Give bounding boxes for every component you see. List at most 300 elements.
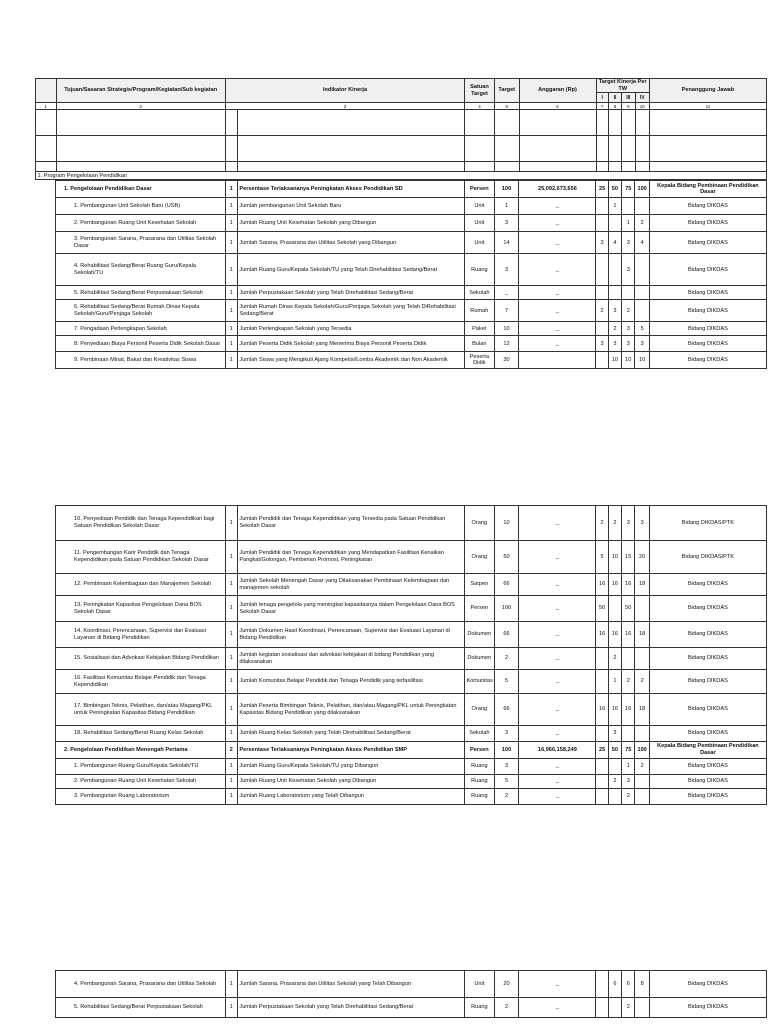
row-tw3-cell: 16: [622, 574, 635, 596]
row-unit-cell: Orang: [464, 541, 494, 574]
row-budget-cell: _: [519, 670, 596, 694]
row-target-cell: 3: [494, 726, 519, 742]
row-name-cell: 16. Fasilitasi Komunitas Belajar Pendidik dan Tenaga Kependidikan: [56, 670, 226, 694]
row-no-cell: 1: [225, 198, 237, 215]
row-tw4-cell: [635, 286, 649, 300]
row-target-cell: _: [494, 286, 519, 300]
row-tw2-cell: [608, 254, 621, 286]
row-tw2-cell: 4: [608, 232, 621, 254]
row-no-cell: 1: [225, 670, 237, 694]
row-target-cell: 66: [494, 574, 519, 596]
row-name-cell: 3. Pembangunan Ruang Laboratorium: [56, 789, 226, 805]
row-tw1-cell: [596, 648, 608, 670]
row-target-cell: 2: [494, 648, 519, 670]
row-indicator-cell: Jumlah pembangunan Unit Sekolah Baru: [237, 198, 464, 215]
row-tw4-cell: 4: [635, 232, 649, 254]
row-tw3-cell: 2: [622, 789, 635, 805]
row-pj-cell: Bidang DIKDAS: [649, 254, 766, 286]
row-pj-cell: Bidang DIKDAS: [649, 670, 766, 694]
row-target-cell: 10: [494, 506, 519, 541]
row-name-cell: 6. Rehabilitasi Sedang/Berat Rumah Dinas Kepala Sekolah/Guru/Penjaga Sekolah: [56, 300, 226, 322]
sub-activity-row: [35, 300, 767, 322]
row-unit-cell: Unit: [464, 232, 494, 254]
row-indicator-cell: Jumlah Ruang Guru/Kepala Sekolah/TU yang Telah Direhabilitasi Sedang/Berat: [237, 254, 464, 286]
row-margin-cell: [35, 300, 56, 322]
row-margin-cell: [35, 775, 56, 789]
row-pj-cell: Kepala Bidang Pembinaan Pendidikan Dasar: [649, 181, 766, 198]
row-pj-cell: Bidang DIKDAS: [649, 352, 766, 369]
sub-activity-row: [35, 322, 767, 336]
row-tw2-cell: 3: [608, 726, 621, 742]
row-tw4-cell: 2: [635, 215, 649, 232]
row-target-cell: 7: [494, 300, 519, 322]
row-name-cell: 1. Pembangunan Ruang Guru/Kepala Sekolah/TU: [56, 759, 226, 775]
row-unit-cell: Dokumen: [464, 622, 494, 648]
row-tw2-cell: 50: [608, 181, 621, 198]
row-margin-cell: [35, 789, 56, 805]
row-budget-cell: _: [519, 322, 596, 336]
row-tw1-cell: 16: [596, 622, 608, 648]
row-budget-cell: _: [519, 622, 596, 648]
row-budget-cell: _: [519, 300, 596, 322]
row-unit-cell: Orang: [464, 506, 494, 541]
row-tw3-cell: 3: [622, 232, 635, 254]
row-tw3-cell: [622, 648, 635, 670]
row-no-cell: 1: [225, 971, 237, 998]
row-pj-cell: Bidang DIKDAS: [649, 215, 766, 232]
row-indicator-cell: Persentase Terlaksananya Peningkatan Akses Pendidikan SMP: [237, 742, 464, 759]
row-tw1-cell: 16: [596, 574, 608, 596]
row-tw1-cell: [596, 198, 608, 215]
col-number: 6: [519, 103, 596, 110]
row-tw1-cell: [596, 971, 608, 998]
row-tw3-cell: 6: [622, 971, 635, 998]
row-unit-cell: Orang: [464, 694, 494, 726]
row-tw3-cell: 15: [622, 541, 635, 574]
row-indicator-cell: Jumlah Ruang Guru/Kepala Sekolah/TU yang Dibangun: [237, 759, 464, 775]
row-margin-cell: [35, 198, 56, 215]
sub-activity-row: [35, 336, 767, 352]
row-tw4-cell: 100: [635, 181, 649, 198]
row-tw4-cell: 18: [635, 574, 649, 596]
row-unit-cell: Rumah: [464, 300, 494, 322]
row-budget-cell: 16,966,158,249: [519, 742, 596, 759]
row-tw3-cell: 3: [622, 506, 635, 541]
row-name-cell: 18. Rehabilitasi Sedang/Berat Ruang Kelas Sekolah: [56, 726, 226, 742]
row-tw2-cell: 2: [608, 775, 621, 789]
row-indicator-cell: Jumlah Sarana, Prasarana dan Utilitas Sekolah yang Dibangun: [237, 232, 464, 254]
row-indicator-cell: Jumlah Pendidik dan Tenaga Kependidikan yang Mendapatkan Fasilitasi Kenaikan Pangkat/Golongan, Pemberian Promosi, Peningkatan: [237, 541, 464, 574]
row-margin-cell: [35, 998, 56, 1018]
document-page-2: [0, 505, 768, 840]
document-page-3: [0, 970, 768, 1024]
blank-row: [36, 136, 767, 162]
row-no-cell: 1: [225, 322, 237, 336]
sub-activity-row: [35, 759, 767, 775]
row-name-cell: 17. Bimbingan Teknis, Pelatihan, dan/atau Magang/PKL untuk Peningkatan Kapasitas Bidang Pendidikan: [56, 694, 226, 726]
row-pj-cell: Bidang DIKDAS: [649, 336, 766, 352]
row-margin-cell: [35, 726, 56, 742]
row-unit-cell: Persen: [464, 181, 494, 198]
row-no-cell: 1: [225, 232, 237, 254]
row-no-cell: 1: [225, 352, 237, 369]
row-margin-cell: [35, 286, 56, 300]
col-target-tw-header: Target Kinerja Per TW: [596, 79, 649, 93]
row-target-cell: 100: [494, 742, 519, 759]
row-indicator-cell: Jumlah Rumah Dinas Kepala Sekolah/Guru/Penjaga Sekolah yang Telah DiRehabilitasi Sedang/Berat: [237, 300, 464, 322]
blank-row: [36, 162, 767, 172]
activity-row: [35, 181, 767, 198]
row-name-cell: 1. Pembangunan Unit Sekolah Baru (USB): [56, 198, 226, 215]
row-tw4-cell: 2: [635, 759, 649, 775]
row-unit-cell: Persen: [464, 596, 494, 622]
row-name-cell: 7. Pengadaan Perlengkapan Sekolah: [56, 322, 226, 336]
program-title: 1. Program Pengelolaan Pendidikan: [36, 172, 767, 180]
row-tw3-cell: [622, 198, 635, 215]
row-no-cell: 1: [225, 574, 237, 596]
row-tw2-cell: 3: [608, 300, 621, 322]
row-budget-cell: _: [519, 998, 596, 1018]
row-budget-cell: _: [519, 198, 596, 215]
row-no-cell: 1: [225, 300, 237, 322]
row-target-cell: 5: [494, 670, 519, 694]
sub-activity-row: [35, 622, 767, 648]
row-indicator-cell: Jumlah kegiatan sosialisasi dan advokasi kebijakan di bidang Pendidikan yang dilaksanakan: [237, 648, 464, 670]
row-tw3-cell: 16: [622, 622, 635, 648]
row-target-cell: 12: [494, 336, 519, 352]
row-tw4-cell: [635, 726, 649, 742]
row-no-cell: 1: [225, 622, 237, 648]
row-pj-cell: Bidang DIKDAS: [649, 198, 766, 215]
row-tw1-cell: 25: [596, 742, 608, 759]
row-target-cell: 10: [494, 322, 519, 336]
row-name-cell: 9. Pembinaan Minat, Bakat dan Kreativitas Siswa: [56, 352, 226, 369]
row-name-cell: 4. Rehabilitasi Sedang/Berat Ruang Guru/Kepala Sekolah/TU: [56, 254, 226, 286]
row-margin-cell: [35, 574, 56, 596]
row-tw3-cell: 2: [622, 300, 635, 322]
row-pj-cell: Bidang DIKDAS: [649, 971, 766, 998]
row-margin-cell: [35, 670, 56, 694]
row-tw4-cell: 2: [635, 670, 649, 694]
row-no-cell: 1: [225, 759, 237, 775]
row-name-cell: 10. Penyediaan Pendidik dan Tenaga Kependidikan bagi Satuan Pendidikan Sekolah Dasar: [56, 506, 226, 541]
row-unit-cell: Dokumen: [464, 648, 494, 670]
sub-activity-row: [35, 506, 767, 541]
row-pj-cell: Bidang DIKDAS: [649, 759, 766, 775]
sub-activity-row: [35, 670, 767, 694]
row-name-cell: 2. Pembangunan Ruang Unit Kesehatan Sekolah: [56, 775, 226, 789]
row-target-cell: 1: [494, 198, 519, 215]
row-tw2-cell: [608, 286, 621, 300]
row-tw2-cell: [608, 596, 621, 622]
row-name-cell: 15. Sosialisasi dan Advokasi Kebijakan Bidang Pendidikan: [56, 648, 226, 670]
row-indicator-cell: Jumlah Pendidik dan Tenaga Kependidikan yang Tersedia pada Satuan Pendidikan Sekolah Dasar: [237, 506, 464, 541]
col-number: 7: [596, 103, 608, 110]
row-tw4-cell: 100: [635, 742, 649, 759]
row-tw1-cell: [596, 726, 608, 742]
row-tw1-cell: 16: [596, 694, 608, 726]
row-tw4-cell: 18: [635, 622, 649, 648]
row-pj-cell: Bidang DIKDAS: [649, 694, 766, 726]
row-pj-cell: Bidang DIKDAS/PTK: [649, 541, 766, 574]
row-budget-cell: _: [519, 789, 596, 805]
row-no-cell: 1: [225, 336, 237, 352]
row-margin-cell: [35, 742, 56, 759]
row-unit-cell: Unit: [464, 971, 494, 998]
program-row: [36, 172, 767, 180]
row-tw3-cell: 3: [622, 254, 635, 286]
row-tw2-cell: 3: [608, 336, 621, 352]
row-indicator-cell: Jumlah Siswa yang Mengikuti Ajang Kompetisi/Lomba Akademik dan Non Akademik: [237, 352, 464, 369]
sub-activity-row: [35, 648, 767, 670]
row-tw4-cell: [635, 775, 649, 789]
row-tw1-cell: [596, 254, 608, 286]
row-no-cell: 1: [225, 998, 237, 1018]
row-name-cell: 4. Pembangunan Sarana, Prasarana dan Utilitas Sekolah: [56, 971, 226, 998]
performance-table-page-3: [35, 970, 767, 1018]
row-unit-cell: Ruang: [464, 789, 494, 805]
row-no-cell: 1: [225, 541, 237, 574]
sub-activity-row: [35, 726, 767, 742]
row-unit-cell: Paket: [464, 322, 494, 336]
row-name-cell: 12. Pembinaan Kelembagaan dan Manajemen Sekolah: [56, 574, 226, 596]
row-tw1-cell: [596, 789, 608, 805]
row-target-cell: 30: [494, 352, 519, 369]
row-tw3-cell: 3: [622, 775, 635, 789]
sub-activity-row: [35, 198, 767, 215]
row-name-cell: 14. Koordinasi, Perencanaan, Supervisi dan Evaluasi Layanan di Bidang Pendidikan: [56, 622, 226, 648]
row-budget-cell: _: [519, 726, 596, 742]
row-name-cell: 3. Pembangunan Sarana, Prasarana dan Utilitas Sekolah Dasar: [56, 232, 226, 254]
row-tw1-cell: [596, 352, 608, 369]
row-no-cell: 1: [225, 286, 237, 300]
row-name-cell: 13. Peningkatan Kapasitas Pengelolaan Dana BOS Sekolah Dasar: [56, 596, 226, 622]
row-unit-cell: Ruang: [464, 998, 494, 1018]
row-name-cell: 2. Pengelolaan Pendidikan Menengah Pertama: [56, 742, 226, 759]
row-target-cell: 66: [494, 622, 519, 648]
row-tw1-cell: [596, 759, 608, 775]
row-tw4-cell: [635, 998, 649, 1018]
row-indicator-cell: Jumlah Ruang Kelas Sekolah yang Telah Direhabilitasi Sedang/Berat: [237, 726, 464, 742]
row-name-cell: 5. Rehabilitasi Sedang/Berat Perpustakaan Sekolah: [56, 286, 226, 300]
row-no-cell: 1: [225, 648, 237, 670]
row-indicator-cell: Jumlah Peserta Bimbingan Teknis, Pelatihan, dan/atau Magang/PKL untuk Peningkatan Kapasitas Bidang Pendidikan yang dilaksanakan: [237, 694, 464, 726]
row-margin-cell: [35, 336, 56, 352]
row-tw2-cell: 10: [608, 541, 621, 574]
row-tw2-cell: 2: [608, 648, 621, 670]
row-tw1-cell: 5: [596, 541, 608, 574]
row-indicator-cell: Persentase Terlaksananya Peningkatan Akses Pendidikan SD: [237, 181, 464, 198]
col-number: 4: [465, 103, 495, 110]
row-target-cell: 100: [494, 181, 519, 198]
col-target-header: Target: [494, 79, 519, 103]
sub-activity-row: [35, 775, 767, 789]
row-no-cell: 1: [225, 775, 237, 789]
row-tw2-cell: 2: [608, 506, 621, 541]
row-target-cell: 66: [494, 694, 519, 726]
row-tw2-cell: 16: [608, 574, 621, 596]
row-target-cell: 2: [494, 998, 519, 1018]
row-pj-cell: Bidang DIKDAS: [649, 622, 766, 648]
row-tw4-cell: 10: [635, 352, 649, 369]
sub-activity-row: [35, 232, 767, 254]
row-budget-cell: [519, 352, 596, 369]
blank-row: [36, 110, 767, 136]
row-target-cell: 14: [494, 232, 519, 254]
row-tw3-cell: 1: [622, 215, 635, 232]
row-tw4-cell: [635, 648, 649, 670]
row-no-cell: 1: [225, 726, 237, 742]
row-unit-cell: Satpen: [464, 574, 494, 596]
row-tw2-cell: [608, 759, 621, 775]
row-margin-cell: [35, 322, 56, 336]
row-tw2-cell: 1: [608, 670, 621, 694]
col-pj-header: Penanggung Jawab: [649, 79, 766, 103]
row-tw1-cell: 2: [596, 506, 608, 541]
row-indicator-cell: Jumlah Peserta Didik Sekolah yang Menerima Biaya Personil Peserta Didik: [237, 336, 464, 352]
row-margin-cell: [35, 254, 56, 286]
row-tw4-cell: 3: [635, 506, 649, 541]
row-target-cell: 3: [494, 759, 519, 775]
row-indicator-cell: Jumlah Ruang Unit Kesehatan Sekolah yang Dibangun: [237, 215, 464, 232]
row-pj-cell: Bidang DIKDAS: [649, 300, 766, 322]
row-tw4-cell: 3: [635, 336, 649, 352]
row-tw1-cell: 25: [596, 181, 608, 198]
row-indicator-cell: Jumlah Perlengkapan Sekolah yang Tersedia: [237, 322, 464, 336]
row-budget-cell: _: [519, 254, 596, 286]
row-tw3-cell: 2: [622, 670, 635, 694]
row-unit-cell: Ruang: [464, 759, 494, 775]
row-tw4-cell: [635, 198, 649, 215]
row-no-cell: 1: [225, 254, 237, 286]
row-no-cell: 1: [225, 596, 237, 622]
row-tw2-cell: 1: [608, 198, 621, 215]
row-unit-cell: Ruang: [464, 775, 494, 789]
row-indicator-cell: Jumlah tenaga pengelola yang meningkat kapasitasnya dalam Pengelolaan Dana BOS Sekolah Dasar: [237, 596, 464, 622]
sub-activity-row: [35, 574, 767, 596]
sub-activity-row: [35, 694, 767, 726]
row-pj-cell: Bidang DIKDAS: [649, 232, 766, 254]
row-budget-cell: _: [519, 336, 596, 352]
row-tw2-cell: 10: [608, 352, 621, 369]
sub-activity-row: [35, 541, 767, 574]
tw-header: I: [596, 93, 608, 103]
row-target-cell: 5: [494, 775, 519, 789]
row-pj-cell: Bidang DIKDAS/PTK: [649, 506, 766, 541]
row-no-cell: 1: [225, 215, 237, 232]
row-tw3-cell: 10: [622, 352, 635, 369]
row-budget-cell: _: [519, 775, 596, 789]
row-pj-cell: Bidang DIKDAS: [649, 648, 766, 670]
row-tw1-cell: [596, 286, 608, 300]
row-budget-cell: 25,092,673,656: [519, 181, 596, 198]
row-tw4-cell: [635, 596, 649, 622]
row-tw1-cell: [596, 775, 608, 789]
row-name-cell: 5. Rehabilitasi Sedang/Berat Perpustakaan Sekolah: [56, 998, 226, 1018]
tw-header: IV: [635, 93, 649, 103]
row-tw3-cell: [622, 726, 635, 742]
row-budget-cell: _: [519, 694, 596, 726]
col-tujuan-header: Tujuan/Sasaran Strategis/Program/Kegiatan/Sub kegiatan: [56, 79, 225, 103]
row-margin-cell: [35, 622, 56, 648]
row-indicator-cell: Jumlah Ruang Unit Kesehatan Sekolah yang Dibangun: [237, 775, 464, 789]
row-pj-cell: Kepala Bidang Pembinaan Pendidikan Dasar: [649, 742, 766, 759]
row-indicator-cell: Jumlah Perpustakaan Sekolah yang Telah Direhabilitasi Sedang/Berat: [237, 998, 464, 1018]
row-budget-cell: _: [519, 286, 596, 300]
tw-header: III: [622, 93, 635, 103]
sub-activity-row: [35, 215, 767, 232]
performance-table-page-2: [35, 505, 767, 805]
row-pj-cell: Bidang DIKDAS: [649, 775, 766, 789]
sub-activity-row: [35, 286, 767, 300]
row-pj-cell: Bidang DIKDAS: [649, 574, 766, 596]
row-budget-cell: _: [519, 971, 596, 998]
row-indicator-cell: Jumlah Dokumen Hasil Koordinasi, Perencanaan, Supervisi dan Evaluasi Layanan di Bidang Pendidikan: [237, 622, 464, 648]
col-satuan-header: Satuan Target: [465, 79, 495, 103]
row-target-cell: 3: [494, 254, 519, 286]
row-tw1-cell: 50: [596, 596, 608, 622]
sub-activity-row: [35, 352, 767, 369]
row-indicator-cell: Jumlah Ruang Laboratorium yang Telah Dibangun: [237, 789, 464, 805]
row-name-cell: 2. Pembangunan Ruang Unit Kesehatan Sekolah: [56, 215, 226, 232]
row-tw2-cell: 16: [608, 622, 621, 648]
col-number: 1: [36, 103, 57, 110]
row-tw4-cell: [635, 300, 649, 322]
row-name-cell: 11. Pengembangan Karir Pendidik dan Tenaga Kependidikan pada Satuan Pendidikan Sekolah Dasar: [56, 541, 226, 574]
performance-table-header: [35, 78, 767, 180]
row-tw4-cell: 20: [635, 541, 649, 574]
col-number: 3: [225, 103, 464, 110]
row-tw4-cell: [635, 789, 649, 805]
row-unit-cell: Unit: [464, 198, 494, 215]
row-tw4-cell: [635, 254, 649, 286]
row-target-cell: 50: [494, 541, 519, 574]
col-number: 8: [608, 103, 621, 110]
col-anggaran-header: Anggaran (Rp): [519, 79, 596, 103]
row-pj-cell: Bidang DIKDAS: [649, 596, 766, 622]
row-margin-cell: [35, 181, 56, 198]
row-budget-cell: _: [519, 574, 596, 596]
row-budget-cell: _: [519, 596, 596, 622]
row-unit-cell: Komunitas: [464, 670, 494, 694]
row-tw3-cell: 75: [622, 742, 635, 759]
row-margin-cell: [35, 648, 56, 670]
row-tw1-cell: [596, 215, 608, 232]
row-tw1-cell: [596, 998, 608, 1018]
row-tw1-cell: 3: [596, 336, 608, 352]
row-name-cell: 1. Pengelolaan Pendidikan Dasar: [56, 181, 226, 198]
row-tw3-cell: 2: [622, 998, 635, 1018]
row-tw3-cell: 3: [622, 322, 635, 336]
row-tw2-cell: [608, 215, 621, 232]
sub-activity-row: [35, 254, 767, 286]
row-tw2-cell: 6: [608, 971, 621, 998]
row-budget-cell: _: [519, 215, 596, 232]
col-number: 10: [635, 103, 649, 110]
sub-activity-row: [35, 998, 767, 1018]
row-budget-cell: _: [519, 232, 596, 254]
col-blank-header: [36, 79, 57, 103]
row-margin-cell: [35, 541, 56, 574]
row-unit-cell: Sekolah: [464, 726, 494, 742]
row-tw4-cell: 18: [635, 694, 649, 726]
row-no-cell: 1: [225, 181, 237, 198]
row-tw2-cell: 2: [608, 322, 621, 336]
row-pj-cell: Bidang DIKDAS: [649, 726, 766, 742]
row-margin-cell: [35, 971, 56, 998]
row-tw2-cell: 50: [608, 742, 621, 759]
row-tw3-cell: [622, 286, 635, 300]
